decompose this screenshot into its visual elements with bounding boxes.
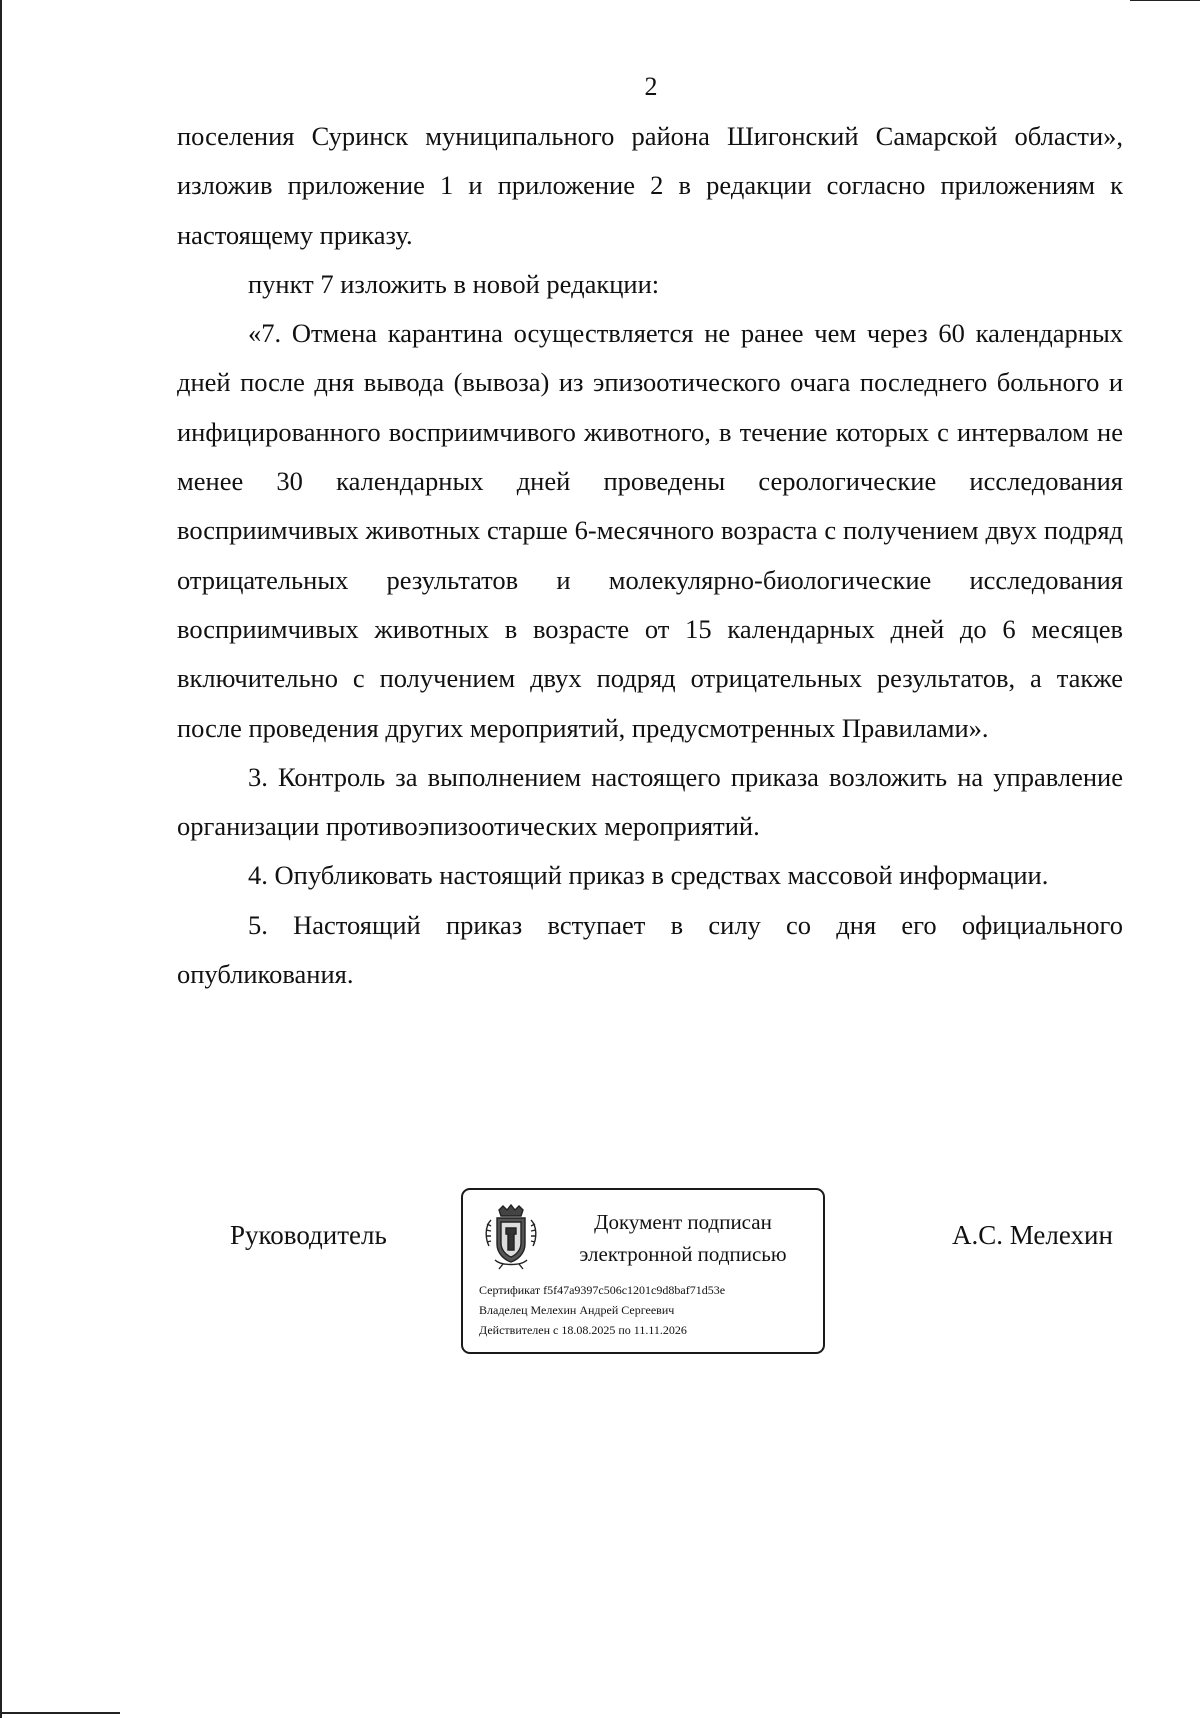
paragraph-item-3: 3. Контроль за выполнением настоящего приказа возложить на управление организации противоэпизоотических мероприятий. [177, 761, 1123, 842]
paragraph-item-7-text: «7. Отмена карантина осуществляется не ранее чем через 60 календарных дней после дня вывода (вывоза) из эпизоотического очага последнего больного и инфицированного восприимчивого животного, в течение которых с интервалом не менее 30 календарных дней проведены серологические исследования восприимчивых животных старше 6-месячного возраста с получением двух подряд отрицательных результатов и молекулярно-биологические исследования восприимчивых животных в возрасте от 15 календарных дней до 6 месяцев включительно с получением двух подряд отрицательных результатов, а также после проведения других мероприятий, предусмотренных Правилами». [177, 318, 1123, 743]
page-number: 2 [644, 72, 658, 101]
left-scan-edge [0, 0, 2, 1718]
top-right-scan-edge [1130, 0, 1200, 1]
signature-block [0, 1188, 1200, 1358]
certificate-validity: Действителен с 18.08.2025 по 11.11.2026 [479, 1323, 687, 1337]
paragraph-item-7-intro: пункт 7 изложить в новой редакции: [248, 268, 660, 299]
electronic-signature-stamp [461, 1188, 825, 1354]
stamp-heading [559, 1206, 807, 1270]
certificate-owner: Владелец Мелехин Андрей Сергеевич [479, 1303, 675, 1317]
document-body [177, 112, 1123, 999]
paragraph-item-5: 5. Настоящий приказ вступает в силу со дня его официального опубликования. [177, 909, 1123, 990]
stamp-heading-line1: Документ подписан [594, 1210, 772, 1234]
paragraph-continuation: поселения Суринск муниципального района Шигонский Самарской области», изложив приложение 1 и приложение 2 в редакции согласно приложениям к настоящему приказу. [177, 121, 1123, 250]
coat-of-arms-icon [481, 1204, 541, 1270]
signer-name: А.С. Мелехин [952, 1220, 1113, 1250]
stamp-heading-line2: электронной подписью [579, 1242, 787, 1266]
signer-role: Руководитель [230, 1220, 387, 1250]
stamp-details [479, 1280, 725, 1340]
certificate-number: Сертификат f5f47a9397c506c1201c9d8baf71d53e [479, 1283, 726, 1297]
bottom-scan-edge [0, 1712, 120, 1714]
paragraph-item-4: 4. Опубликовать настоящий приказ в средствах массовой информации. [248, 860, 1049, 891]
